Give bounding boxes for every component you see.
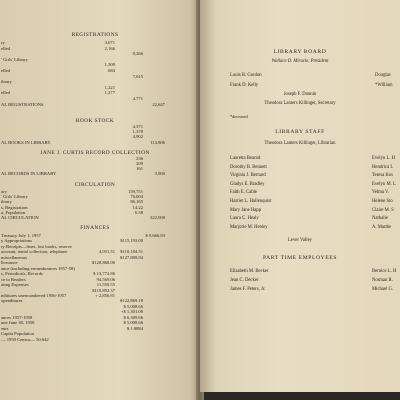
- finances-row-label: account, rental collection, telephone: [1, 249, 68, 255]
- finances-heading: FINANCES: [80, 225, 110, 231]
- registrations-row-label: elled: [1, 68, 10, 73]
- registrations-row-value: 1,309: [104, 62, 115, 68]
- book_stock-row-value: 1,378: [132, 129, 143, 135]
- board-member: *William: [375, 83, 393, 88]
- curtis-row-label: AL RECORDS IN LIBRARY: [1, 171, 57, 176]
- registrations-row-label: elled: [1, 90, 10, 96]
- staff-member: Marjorie M. Henley: [230, 224, 268, 230]
- book_stock-row-value: 114,806: [150, 139, 165, 145]
- finances-row-value: $115,193.00: [120, 238, 143, 244]
- part-time-member: Elizabeth M. Becker: [230, 269, 269, 274]
- registrations-row-label: AL REGISTRATIONS: [1, 101, 44, 107]
- board-heading: LIBRARY BOARD: [273, 49, 327, 55]
- part-time-member: Norman R.: [372, 278, 393, 283]
- staff-member: Velma V.: [372, 190, 390, 196]
- registrations-row-value: 1,277: [104, 90, 115, 96]
- finances-row-label: y Appropriations: [1, 238, 33, 244]
- finances-row-value: $ 9,666.83: [145, 233, 165, 238]
- part-time-member: Michael G.: [372, 287, 394, 292]
- circulation-row-label: AL CIRCULATION: [1, 215, 39, 220]
- finances-row-value: 11,550.55: [96, 282, 115, 288]
- circulation-row-value: 14.22: [132, 204, 143, 210]
- circulation-row-label: a, Population: [1, 209, 26, 215]
- finances-row-value: $122,869.18: [120, 298, 143, 304]
- board-secretary: Joseph F. Dunnin: [283, 92, 317, 97]
- circulation-row-value: 6.38: [134, 209, 143, 215]
- registrations-heading: REGISTRATIONS: [71, 32, 119, 38]
- finances-row-value: $ 1.8884: [126, 325, 143, 331]
- finances-row-value: $ 5,008.66: [123, 303, 143, 309]
- finances-row-value: $120,868.00: [92, 260, 115, 266]
- registrations-row-value: 2,166: [104, 45, 115, 51]
- curtis-row-value: 236: [136, 156, 143, 161]
- staff-member: Faith E. Cable: [230, 190, 257, 196]
- registrations-row-value: 684: [108, 68, 115, 73]
- staff-member: Claire M. S: [372, 207, 394, 213]
- staff-member: Teresa Kos: [372, 173, 393, 179]
- finances-row-label: llowance: [1, 260, 18, 266]
- finances-row-value: 94,569.06: [96, 276, 115, 282]
- right-page: [200, 0, 400, 392]
- board-president: Wallace D. Miracle, President: [271, 59, 329, 64]
- finances-row-label: ndiitures unencumbered 1956-1957: [1, 292, 67, 298]
- registrations-row-value: 8,266: [132, 51, 143, 57]
- staff-lead: Theodora Lamers Killinger, Librarian: [264, 141, 336, 146]
- finances-row-label: ating Expenses: [1, 282, 29, 288]
- book_stock-heading: BOOK STOCK: [75, 118, 115, 124]
- registrations-row-label: ibrary: [1, 79, 12, 85]
- registrations-row-value: 7,615: [132, 73, 143, 79]
- registrations-row-value: 4,771: [132, 96, 143, 101]
- finances-row-value: $ 5,008.66: [123, 320, 143, 326]
- staff-member: Helene Sto: [372, 199, 393, 204]
- circulation-row-label: ' Girls' Library: [1, 194, 28, 200]
- curtis-row-value: 209: [136, 161, 143, 166]
- finances-row-value: $119,892.37: [92, 287, 115, 293]
- staff-member: Virginia J. Bernard: [230, 173, 266, 179]
- board-member: Frank D. Kelly: [230, 83, 259, 88]
- finances-row-value: $ 6,309.66: [123, 314, 143, 320]
- finances-row-value: $110,184.51: [120, 249, 143, 255]
- board-member: Douglas: [375, 73, 391, 78]
- curtis-heading: JANE J. CURTIS RECORD COLLECTION: [40, 150, 150, 156]
- deceased-note: *deceased: [230, 114, 248, 119]
- staff-member: Laura C. Healy: [230, 216, 259, 222]
- finances-row-label: ce to Readers: [1, 276, 26, 282]
- circulation-row-label: s, Registration: [1, 204, 28, 210]
- staff-heading: LIBRARY STAFF: [275, 129, 325, 135]
- finances-row-label: miscellaneous: [1, 254, 28, 260]
- staff-member: Hendrica I.: [372, 164, 394, 170]
- finances-row-label: Treasury July 1, 1957: [1, 233, 41, 238]
- book_stock-row-value: 4,902: [132, 134, 143, 140]
- staff-footer: Lever Valley: [288, 238, 312, 243]
- finances-row-label: ance (including encumbrances 1957-58): [1, 265, 75, 271]
- part-time-member: Bernice L. H: [372, 269, 397, 274]
- board-member: Louis B. Gordon: [230, 73, 262, 78]
- finances-row-label: xpenditures: [1, 298, 23, 304]
- staff-member: Evelyn L. H: [372, 156, 396, 161]
- circulation-row-label: ary: [1, 189, 7, 194]
- registrations-row-value: 3,671: [104, 40, 115, 45]
- finances-row-label: Capita Population: [1, 331, 35, 337]
- finances-row-label: une June 30, 1958: [1, 320, 35, 326]
- staff-member: Lauretta Bearod: [230, 156, 261, 161]
- circulation-row-label: ibrary: [1, 199, 12, 205]
- finances-row-value: + 2,856.81: [95, 292, 115, 298]
- board-librarian: Theodora Lamers Killinger, Secretary: [264, 101, 336, 106]
- registrations-row-label: ry: [1, 40, 5, 45]
- finances-row-label: ents: [1, 325, 9, 331]
- staff-member: Dorothy B. Bennett: [230, 164, 267, 170]
- finances-row-label: ry Receipts—fines, lost books, reserve: [1, 243, 72, 249]
- part-time-member: James F. Peters, Jr.: [230, 287, 266, 292]
- part-time-heading: PART TIME EMPLOYEES: [262, 255, 338, 261]
- registrations-row-value: 1,221: [104, 84, 115, 90]
- curtis-row-value: 3,900: [154, 171, 165, 176]
- registrations-row-value: 22,647: [152, 101, 165, 107]
- circulation-row-value: 86,165: [130, 199, 143, 205]
- curtis-row-value: 161: [136, 166, 143, 171]
- registrations-row-label: ' Girls' Library: [1, 56, 28, 62]
- book_stock-row-value: 4,371: [132, 124, 143, 129]
- staff-member: Mary Jane Happ: [230, 207, 261, 213]
- finances-row-value: +$ 1,301.00: [120, 309, 143, 315]
- book_stock-row-label: AL BOOKS IN LIBRARY: [1, 139, 51, 145]
- finances-row-value: $ 13,772.86: [93, 271, 115, 277]
- registrations-row-label: elled: [1, 45, 10, 51]
- part-time-member: Jean C. Decker: [230, 278, 259, 283]
- staff-member: Evelyn M. L: [372, 181, 396, 187]
- circulation-row-value: 159,751: [128, 189, 143, 194]
- circulation-heading: CIRCULATION: [74, 182, 116, 188]
- finances-row-label: — 1950 Census— 50,642: [1, 336, 49, 342]
- staff-member: Gladys E. Bradley: [230, 181, 265, 187]
- finances-row-label: ances 1957-1958: [1, 314, 33, 320]
- finances-row-label: s, Periodicals, Records: [1, 271, 43, 277]
- circulation-row-value: 322,000: [150, 215, 165, 220]
- staff-member: A. Marthe: [372, 224, 392, 230]
- finances-row-value: $127,808.84: [120, 254, 143, 260]
- finances-row-value: 4,931.51: [98, 249, 115, 255]
- staff-member: Harriet L. Hallenquist: [230, 199, 272, 204]
- staff-member: Nathalie: [372, 216, 388, 222]
- circulation-row-value: 76,004: [130, 194, 143, 200]
